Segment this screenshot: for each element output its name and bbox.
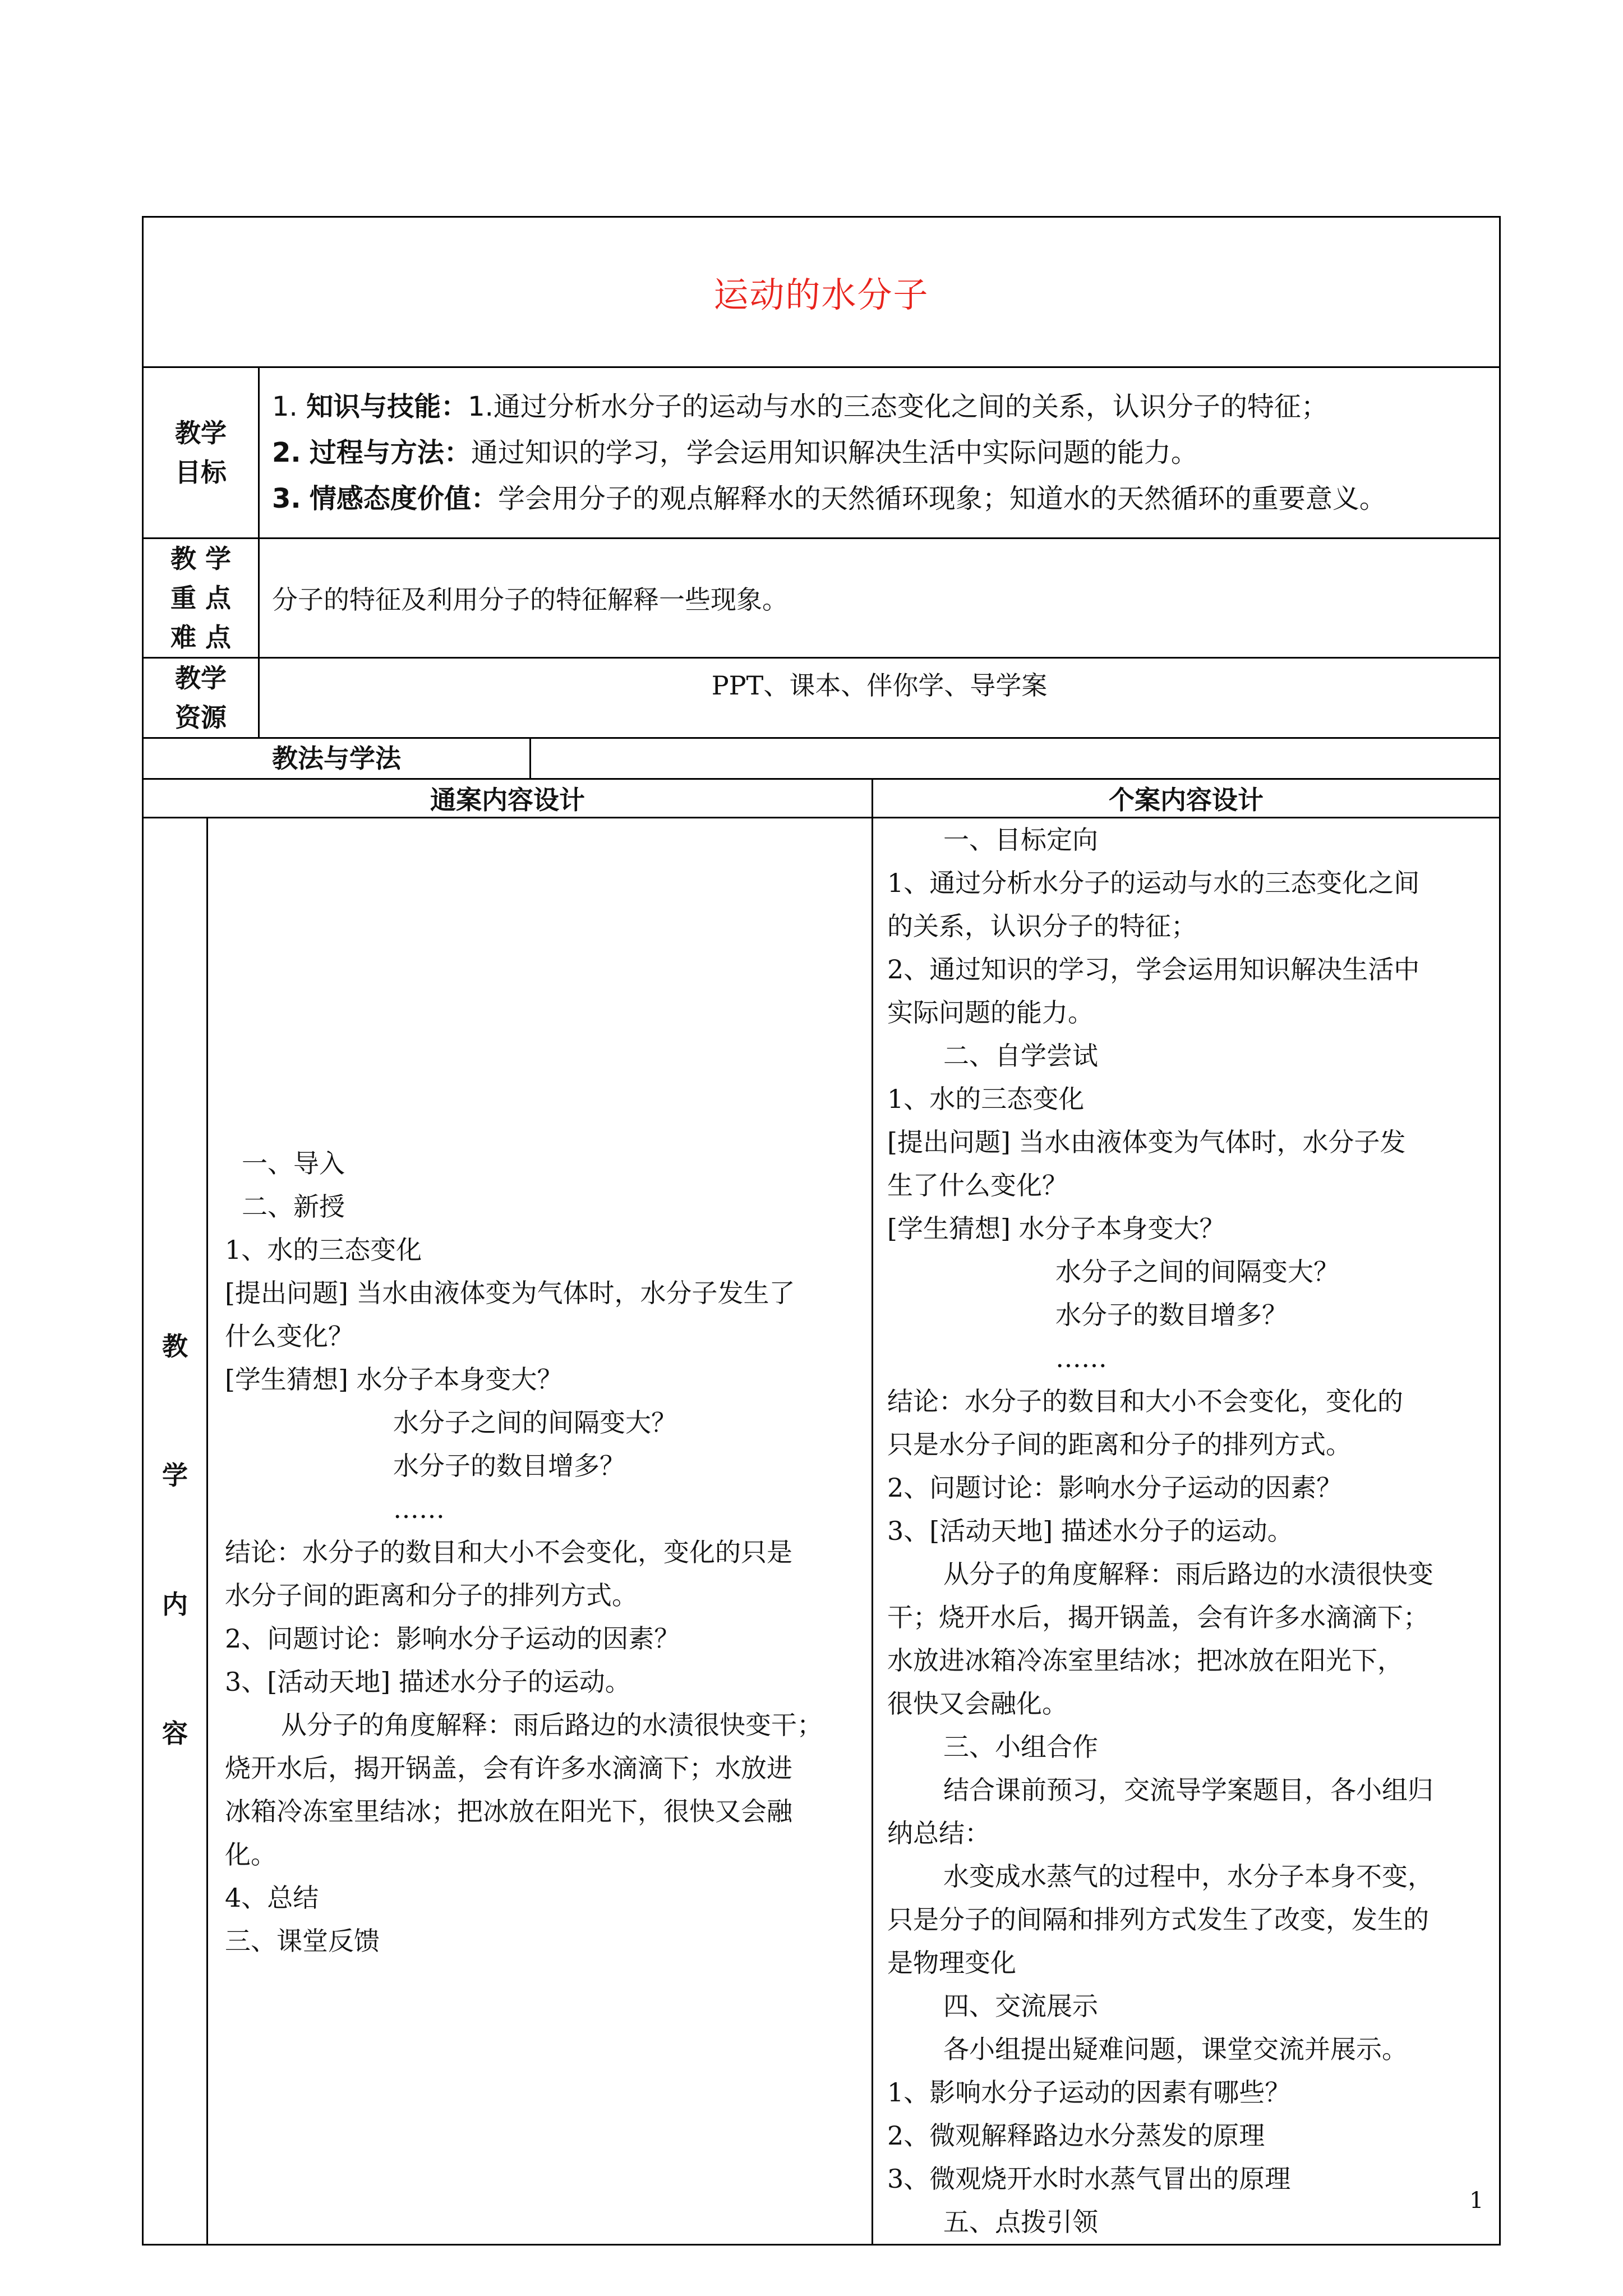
text-line: 水分子间的距离和分子的排列方式。 [225, 1580, 638, 1611]
text-line: [学生猜想] 水分子本身变大？ [225, 1364, 563, 1395]
text-line: 1、通过分析水分子的运动与水的三态变化之间 [887, 868, 1420, 898]
text-line: 很快又会融化。 [887, 1688, 1068, 1719]
text-line: …… [393, 1494, 445, 1524]
text-line: 4、总结 [225, 1883, 319, 1913]
text-line: 1、水的三态变化 [225, 1235, 422, 1265]
text-line: 二、新授 [242, 1191, 345, 1222]
text-line: 水放进冰箱冷冻室里结冰；把冰放在阳光下， [887, 1645, 1403, 1676]
text-line: 三、小组合作 [943, 1732, 1098, 1762]
text-line: 从分子的角度解释：雨后路边的水渍很快变 [943, 1559, 1433, 1589]
text-line: 的关系，认识分子的特征； [887, 911, 1197, 941]
text-line: 生了什么变化？ [887, 1170, 1068, 1200]
text-line: 烧开水后，揭开锅盖，会有许多水滴滴下；水放进 [225, 1753, 792, 1783]
right-column-content [873, 818, 1500, 2245]
text-line: 结论：水分子的数目和大小不会变化，变化的只是 [225, 1537, 792, 1567]
side-label: 教 学 内 容 [143, 818, 208, 2245]
text-line: 是物理变化 [887, 1948, 1016, 1978]
text-line: 什么变化？ [225, 1321, 354, 1351]
title-row [143, 217, 1500, 367]
left-column-content [208, 818, 873, 2245]
text-line: 三、课堂反馈 [225, 1926, 380, 1956]
objectives-label: 教学 目标 [143, 367, 259, 539]
lesson-plan-table [142, 216, 1501, 2246]
objective-item: 3. 情感态度价值：学会用分子的观点解释水的天然循环现象；知道水的天然循环的重要意义。 [272, 483, 1386, 514]
text-line: 一、目标定向 [943, 825, 1098, 855]
text-line: 五、点拨引领 [943, 2207, 1098, 2237]
text-line: 水分子之间的间隔变大？ [1055, 1257, 1339, 1287]
methods-text [531, 738, 1500, 779]
text-line: 化。 [225, 1839, 276, 1870]
objective-item: 2. 过程与方法：通过知识的学习，学会运用知识解决生活中实际问题的能力。 [272, 437, 1198, 468]
text-line: 3、[活动天地] 描述水分子的运动。 [887, 1516, 1293, 1546]
methods-label: 教法与学法 [143, 738, 531, 779]
text-line: 3、[活动天地] 描述水分子的运动。 [225, 1667, 631, 1697]
text-line: 水分子之间的间隔变大？ [393, 1407, 677, 1438]
resources-row [143, 658, 1500, 738]
objectives-content [259, 367, 1500, 539]
page-number: 1 [1469, 2188, 1484, 2214]
text-line: 1、水的三态变化 [887, 1084, 1085, 1114]
text-line: 2、问题讨论：影响水分子运动的因素？ [225, 1623, 680, 1654]
text-line: 二、自学尝试 [943, 1041, 1098, 1071]
text-line: 只是水分子间的距离和分子的排列方式。 [887, 1429, 1352, 1460]
text-line: 3、微观烧开水时水蒸气冒出的原理 [887, 2164, 1291, 2194]
objective-item: 1. 知识与技能：1.通过分析水分子的运动与水的三态变化之间的关系，认识分子的特征； [272, 391, 1328, 422]
text-line: 各小组提出疑难问题，课堂交流并展示。 [943, 2034, 1408, 2064]
text-line: 结合课前预习，交流导学案题目，各小组归 [943, 1775, 1433, 1805]
text-line: 水变成水蒸气的过程中，水分子本身不变， [943, 1861, 1433, 1892]
text-line: 冰箱冷冻室里结冰；把冰放在阳光下，很快又会融 [225, 1796, 792, 1826]
text-line: 结论：水分子的数目和大小不会变化，变化的 [887, 1386, 1403, 1416]
text-line: 纳总结： [887, 1818, 990, 1848]
objectives-row [143, 367, 1500, 539]
text-line: 从分子的角度解释：雨后路边的水渍很快变干； [281, 1710, 823, 1740]
key-points-row [143, 539, 1500, 658]
text-line: 1、影响水分子运动的因素有哪些？ [887, 2077, 1291, 2108]
text-line: [提出问题] 当水由液体变为气体时，水分子发生了 [225, 1278, 795, 1308]
text-line: 2、问题讨论：影响水分子运动的因素？ [887, 1473, 1343, 1503]
key-points-label: 教 学 重 点 难 点 [143, 539, 259, 658]
lesson-title: 运动的水分子 [713, 274, 929, 315]
text-line: 2、通过知识的学习，学会运用知识解决生活中 [887, 954, 1420, 984]
left-column-header: 通案内容设计 [143, 779, 873, 818]
right-column-header: 个案内容设计 [873, 779, 1500, 818]
text-line: [提出问题] 当水由液体变为气体时，水分子发 [887, 1127, 1406, 1157]
text-line: 四、交流展示 [943, 1991, 1098, 2021]
text-line: 只是分子的间隔和排列方式发生了改变，发生的 [887, 1904, 1429, 1935]
text-line: [学生猜想] 水分子本身变大？ [887, 1213, 1225, 1244]
resources-label: 教学 资源 [143, 658, 259, 738]
text-line: 水分子的数目增多？ [393, 1451, 625, 1481]
key-points-text: 分子的特征及利用分子的特征解释一些现象。 [259, 539, 1500, 658]
resources-text: PPT、课本、伴你学、导学案 [259, 658, 1500, 738]
column-header-row [143, 779, 1500, 818]
text-line: 2、微观解释路边水分蒸发的原理 [887, 2120, 1265, 2151]
text-line: 实际问题的能力。 [887, 997, 1094, 1028]
content-row [143, 818, 1500, 2245]
text-line: 一、导入 [242, 1148, 345, 1179]
text-line: 水分子的数目增多？ [1055, 1300, 1288, 1330]
text-line: …… [1055, 1343, 1107, 1373]
text-line: 干；烧开水后，揭开锅盖，会有许多水滴滴下； [887, 1602, 1429, 1632]
methods-row [143, 738, 1500, 779]
